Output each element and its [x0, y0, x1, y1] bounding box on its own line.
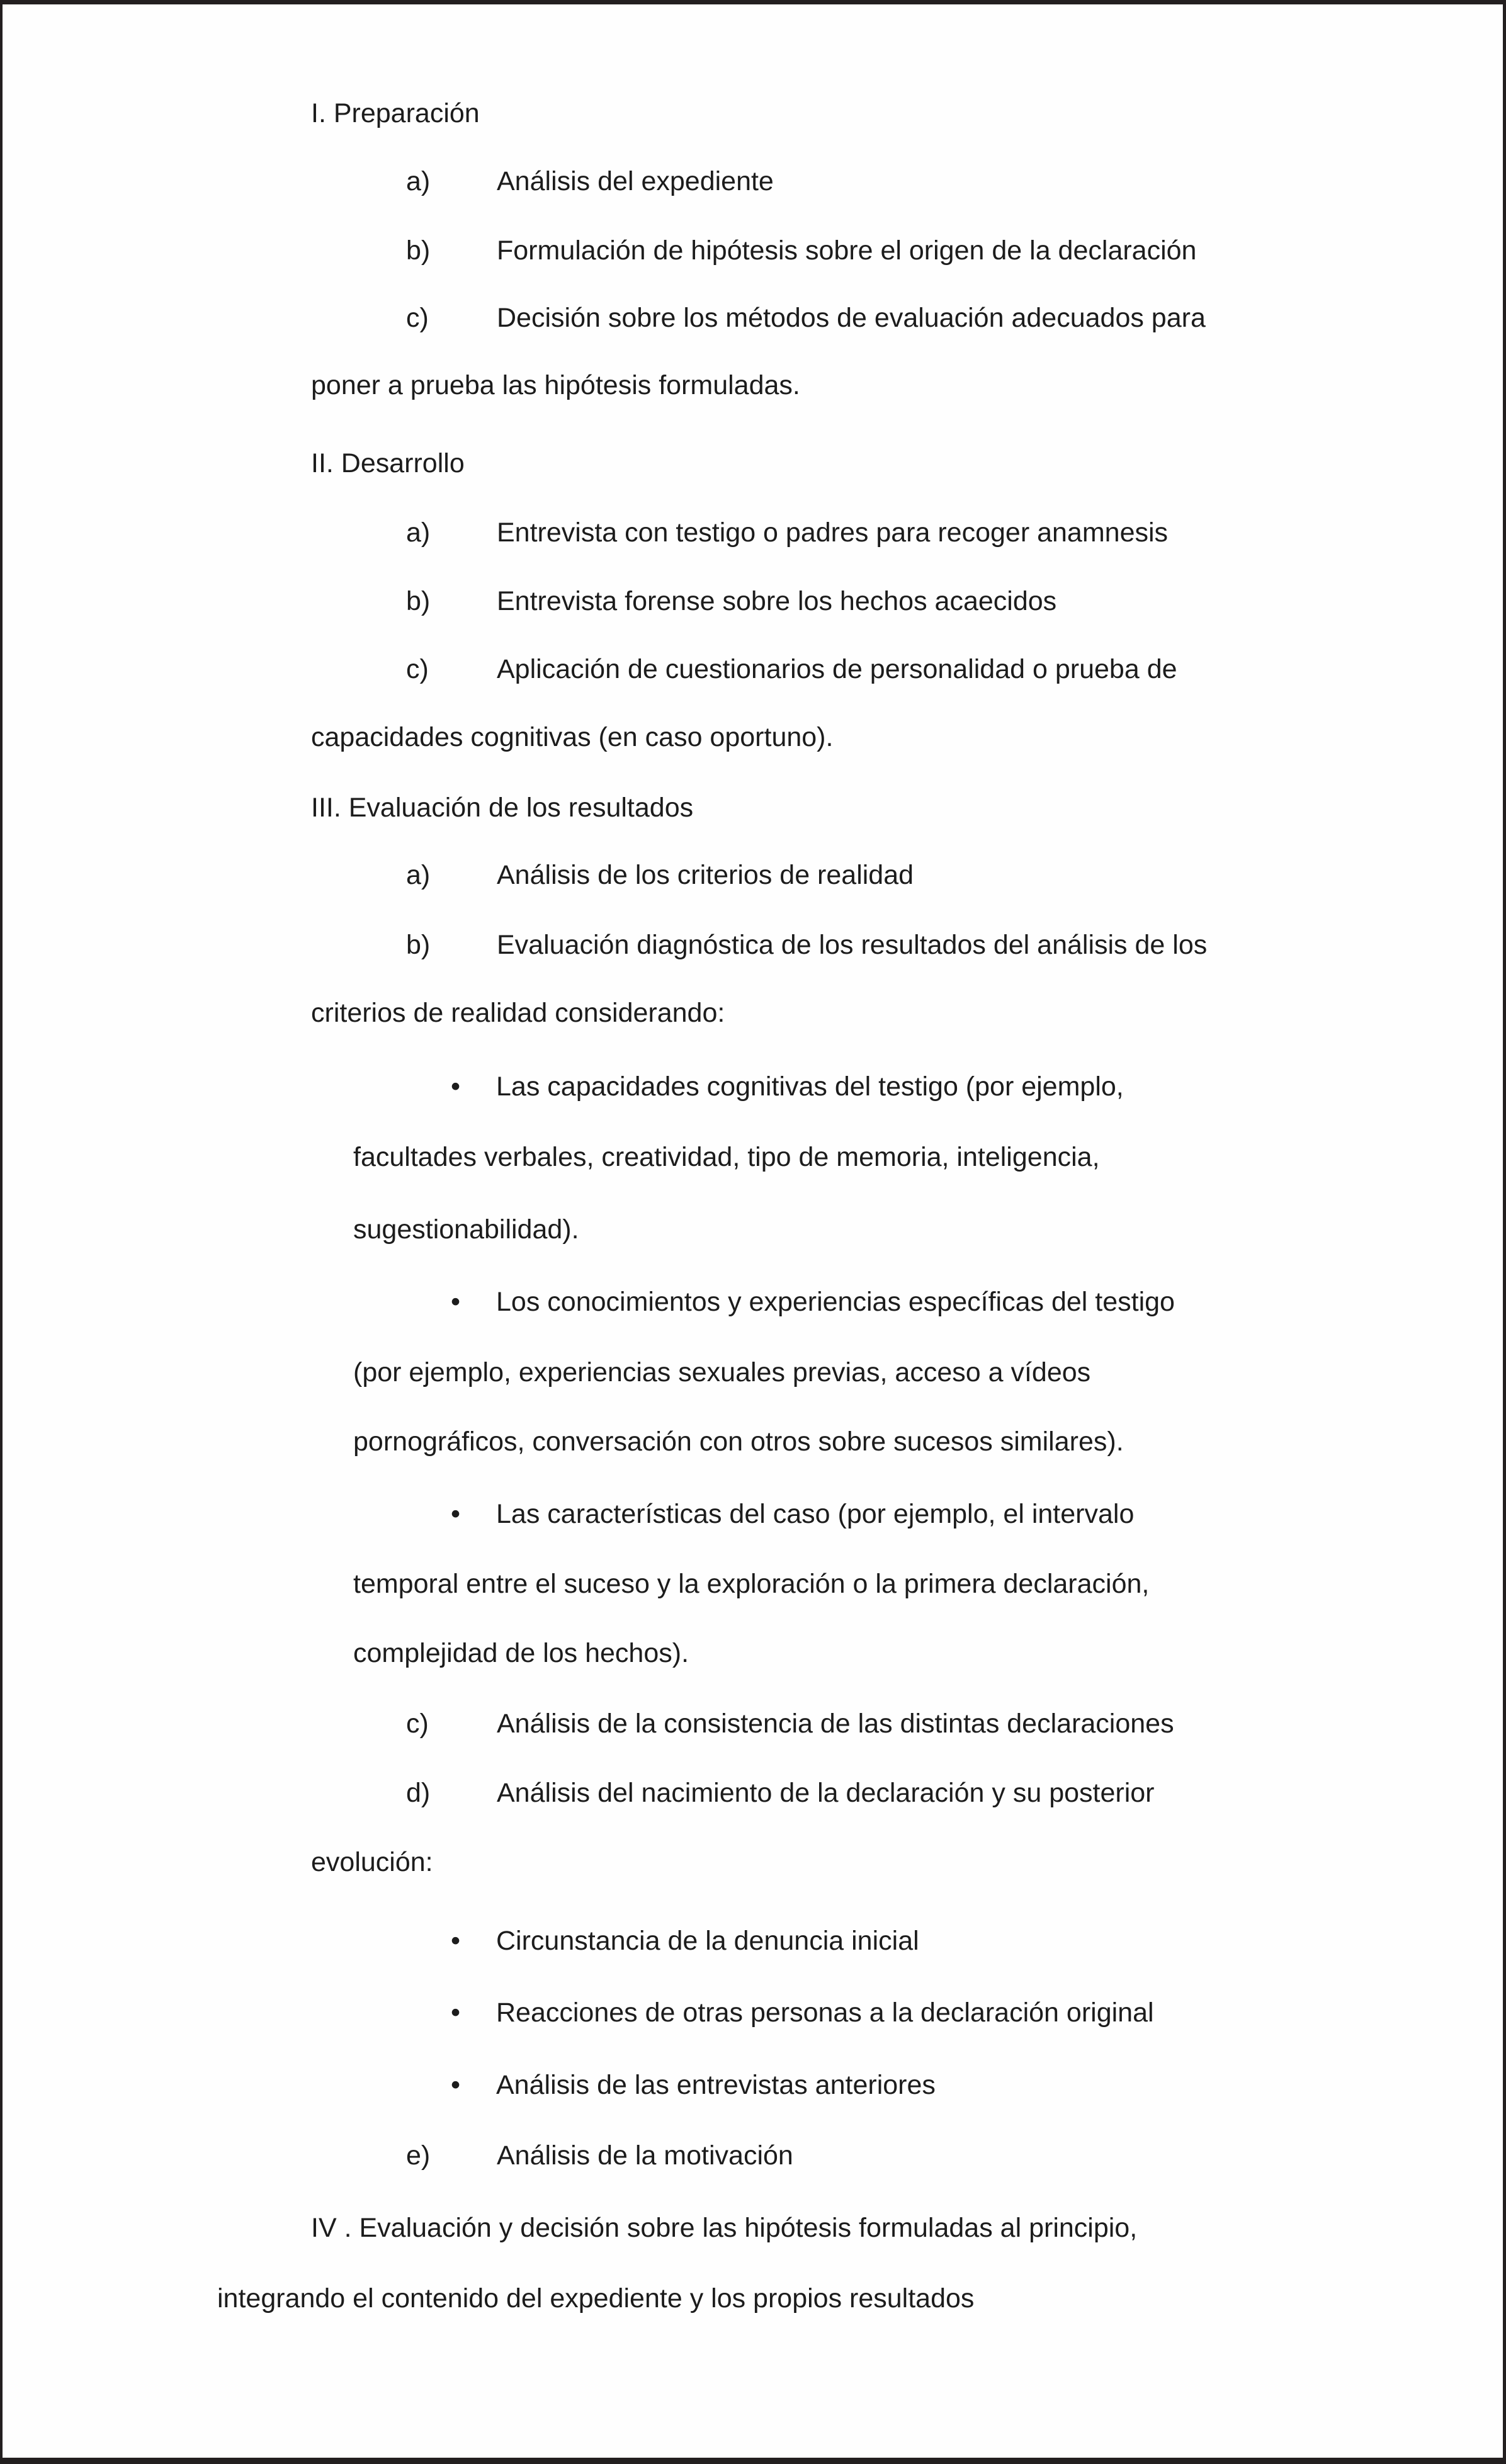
item-text: Decisión sobre los métodos de evaluación adecuados para	[497, 303, 1206, 333]
continuation-text: criterios de realidad considerando:	[311, 998, 725, 1028]
item-marker: c)	[406, 654, 429, 684]
continuation-line	[353, 1141, 1100, 1174]
item-marker: a)	[406, 517, 431, 548]
item-marker: b)	[406, 586, 431, 616]
item-text: Análisis del expediente	[497, 166, 774, 196]
continuation-line	[311, 370, 800, 402]
bullet-icon: •	[451, 1998, 461, 2028]
bullet-icon: •	[451, 1926, 461, 1956]
continuation-line	[311, 1846, 433, 1879]
bullet-icon: •	[451, 1499, 461, 1529]
list-item-b	[406, 235, 1196, 268]
continuation-text: (por ejemplo, experiencias sexuales previas, acceso a vídeos	[353, 1357, 1091, 1387]
continuation-text: complejidad de los hechos).	[353, 1638, 689, 1668]
continuation-line	[311, 721, 833, 754]
bullet-item	[451, 1071, 1124, 1104]
section-heading-i	[311, 98, 480, 130]
list-item-b	[406, 929, 1207, 962]
continuation-text: poner a prueba las hipótesis formuladas.	[311, 370, 800, 400]
item-text: Entrevista forense sobre los hechos acaecidos	[497, 586, 1057, 616]
item-marker: b)	[406, 930, 431, 960]
item-marker: c)	[406, 1709, 429, 1739]
continuation-line	[217, 2283, 974, 2315]
bullet-text: Las capacidades cognitivas del testigo (por ejemplo,	[496, 1071, 1124, 1102]
bullet-text: Las características del caso (por ejemplo, el intervalo	[496, 1499, 1135, 1529]
list-item-c	[406, 302, 1206, 335]
continuation-line	[353, 1568, 1149, 1601]
item-marker: d)	[406, 1778, 431, 1808]
bullet-text: Reacciones de otras personas a la declaración original	[496, 1998, 1154, 2028]
bullet-text: Análisis de las entrevistas anteriores	[496, 2070, 936, 2100]
continuation-text: integrando el contenido del expediente y los propios resultados	[217, 2283, 975, 2314]
continuation-text: capacidades cognitivas (en caso oportuno).	[311, 722, 834, 752]
bullet-item	[451, 1997, 1154, 2030]
heading-text: IV . Evaluación y decisión sobre las hipótesis formuladas al principio,	[311, 2213, 1138, 2243]
item-text: Análisis del nacimiento de la declaración y su posterior	[497, 1778, 1155, 1808]
item-marker: b)	[406, 235, 431, 266]
continuation-text: temporal entre el suceso y la exploración o la primera declaración,	[353, 1569, 1150, 1599]
list-item-c	[406, 653, 1177, 686]
list-item-b	[406, 585, 1056, 618]
continuation-line	[353, 1357, 1090, 1389]
bullet-item	[451, 1498, 1134, 1531]
bullet-icon: •	[451, 1071, 461, 1102]
continuation-text: facultades verbales, creatividad, tipo de memoria, inteligencia,	[353, 1142, 1100, 1172]
list-item-d	[406, 1777, 1155, 1810]
continuation-text: evolución:	[311, 1847, 433, 1877]
heading-text: II. Desarrollo	[311, 448, 465, 478]
item-text: Aplicación de cuestionarios de personalidad o prueba de	[497, 654, 1177, 684]
section-heading-ii	[311, 448, 465, 480]
list-item-c	[406, 1708, 1174, 1741]
bullet-item	[451, 1925, 919, 1958]
bullet-item	[451, 1286, 1175, 1319]
item-marker: a)	[406, 860, 431, 890]
continuation-text: pornográficos, conversación con otros sobre sucesos similares).	[353, 1427, 1124, 1457]
heading-text: I. Preparación	[311, 98, 480, 128]
item-text: Evaluación diagnóstica de los resultados del análisis de los	[497, 930, 1208, 960]
continuation-line	[353, 1426, 1124, 1459]
continuation-line	[353, 1214, 579, 1246]
item-marker: a)	[406, 166, 431, 196]
bullet-icon: •	[451, 1287, 461, 1317]
bullet-icon: •	[451, 2070, 461, 2100]
continuation-text: sugestionabilidad).	[353, 1214, 579, 1245]
heading-text: III. Evaluación de los resultados	[311, 793, 694, 823]
continuation-line	[311, 997, 725, 1030]
item-text: Análisis de los criterios de realidad	[497, 860, 914, 890]
section-heading-iii	[311, 792, 693, 825]
bullet-item	[451, 2069, 936, 2102]
list-item-a	[406, 166, 774, 198]
item-text: Análisis de la motivación	[497, 2140, 793, 2171]
list-item-a	[406, 517, 1168, 550]
list-item-e	[406, 2140, 793, 2173]
item-marker: c)	[406, 303, 429, 333]
continuation-line	[353, 1637, 689, 1670]
item-text: Entrevista con testigo o padres para recoger anamnesis	[497, 517, 1169, 548]
item-text: Análisis de la consistencia de las distintas declaraciones	[497, 1709, 1174, 1739]
item-marker: e)	[406, 2140, 431, 2171]
bullet-text: Los conocimientos y experiencias específicas del testigo	[496, 1287, 1175, 1317]
bullet-text: Circunstancia de la denuncia inicial	[496, 1926, 919, 1956]
section-heading-iv	[311, 2212, 1137, 2245]
list-item-a	[406, 859, 914, 892]
item-text: Formulación de hipótesis sobre el origen de la declaración	[497, 235, 1197, 266]
